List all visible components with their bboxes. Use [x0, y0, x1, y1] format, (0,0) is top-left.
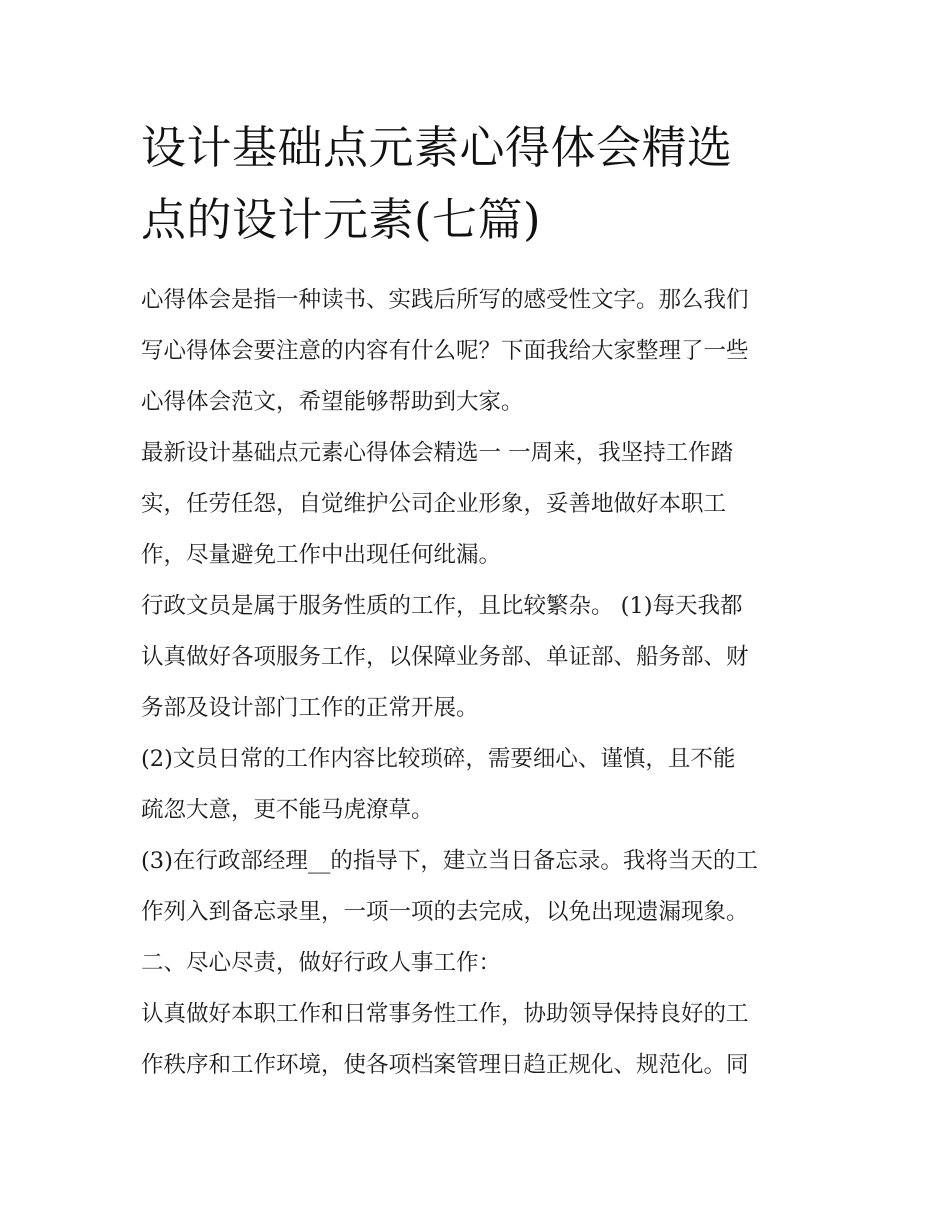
body-line: 最新设计基础点元素心得体会精选一 一周来，我坚持工作踏 — [141, 440, 734, 466]
body-line: 务部及设计部门工作的正常开展。 — [141, 695, 479, 721]
body-line: 心得体会是指一种读书、实践后所写的感受性文字。那么我们 — [141, 287, 749, 313]
document-title — [141, 112, 821, 256]
body-line: 心得体会范文，希望能够帮助到大家。 — [141, 389, 524, 415]
body-line: 二、尽心尽责，做好行政人事工作： — [141, 950, 502, 976]
body-line: 写心得体会要注意的内容有什么呢？下面我给大家整理了一些 — [141, 338, 749, 364]
body-line: (3)在行政部经理__的指导下，建立当日备忘录。我将当天的工 — [141, 848, 758, 874]
body-line: 作列入到备忘录里，一项一项的去完成，以免出现遗漏现象。 — [141, 899, 749, 925]
title-line-1: 设计基础点元素心得体会精选 — [141, 121, 733, 174]
body-line: (2)文员日常的工作内容比较琐碎，需要细心、谨慎，且不能 — [141, 746, 736, 772]
body-line: 实，任劳任怨，自觉维护公司企业形象，妥善地做好本职工 — [141, 491, 727, 517]
body-line: 作，尽量避免工作中出现任何纰漏。 — [141, 542, 502, 568]
body-line: 作秩序和工作环境，使各项档案管理日趋正规化、规范化。同 — [141, 1052, 749, 1078]
document-body — [141, 275, 821, 1091]
body-line: 认真做好各项服务工作，以保障业务部、单证部、船务部、财 — [141, 644, 749, 670]
body-line: 行政文员是属于服务性质的工作，且比较繁杂。 (1)每天我都 — [141, 593, 743, 619]
body-line: 疏忽大意，更不能马虎潦草。 — [141, 797, 434, 823]
title-line-2: 点的设计元素(七篇) — [141, 193, 542, 246]
body-line: 认真做好本职工作和日常事务性工作，协助领导保持良好的工 — [141, 1001, 749, 1027]
